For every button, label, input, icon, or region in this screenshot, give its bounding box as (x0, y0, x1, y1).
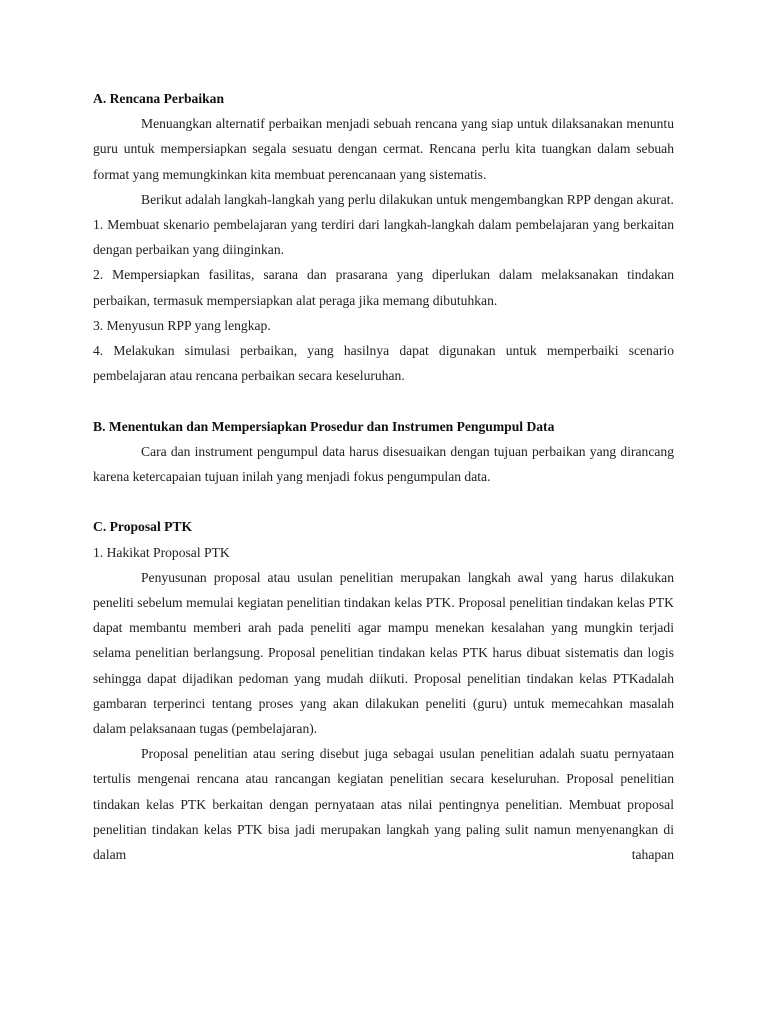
section-c-paragraph-2: Proposal penelitian atau sering disebut juga sebagai usulan penelitian adalah suatu pernyataan tertulis mengenai rencana atau rancangan kegiatan penelitian secara keseluruhan. Proposal penelitian tindakan kelas PTK berkaitan dengan pernyataan atas nilai pentingnya penelitian. Membuat proposal penelitian tindakan kelas PTK bisa jadi merupakan langkah yang paling sulit namun menyenangkan di dalam tahapan (93, 746, 674, 863)
section-c-paragraph-1: Penyusunan proposal atau usulan penelitian merupakan langkah awal yang harus dilakukan peneliti sebelum memulai kegiatan penelitian tindakan kelas PTK. Proposal penelitian tindakan kelas PTK dapat membantu memberi arah pada peneliti agar mampu menekan kesalahan yang mungkin terjadi selama penelitian berlangsung. Proposal penelitian tindakan kelas PTK harus dibuat sistematis dan logis sehingga dapat dijadikan pedoman yang mudah diikuti. Proposal penelitian tindakan kelas PTKadalah gambaran terperinci tentang proses yang akan dilakukan peneliti (guru) untuk memecahkan masalah dalam pelaksanaan tugas (pembelajaran). (93, 569, 674, 737)
document-body (93, 86, 674, 867)
section-c-subheading: 1. Hakikat Proposal PTK (93, 544, 230, 560)
section-a-step-2: 2. Mempersiapkan fasilitas, sarana dan prasarana yang diperlukan dalam melaksanakan tindakan perbaikan, termasuk mempersiapkan alat peraga jika memang dibutuhkan. (93, 267, 674, 308)
paragraph-spacer (93, 388, 674, 413)
section-a-paragraph-2: Berikut adalah langkah-langkah yang perlu dilakukan untuk mengembangkan RPP dengan akurat. (141, 191, 674, 207)
section-a-step-3: 3. Menyusun RPP yang lengkap. (93, 317, 271, 333)
section-c-heading: C. Proposal PTK (93, 519, 193, 535)
section-a-heading: A. Rencana Perbaikan (93, 91, 225, 106)
section-b-paragraph-1: Cara dan instrument pengumpul data harus disesuaikan dengan tujuan perbaikan yang dirancang karena ketercapaian tujuan inilah yang menjadi fokus pengumpulan data. (93, 443, 674, 485)
section-b-heading: B. Menentukan dan Mempersiapkan Prosedur dan Instrumen Pengumpul Data (93, 418, 555, 434)
paragraph-spacer (93, 489, 674, 514)
section-a-step-4: 4. Melakukan simulasi perbaikan, yang hasilnya dapat digunakan untuk memperbaiki scenario pembelajaran atau rencana perbaikan secara keseluruhan. (93, 343, 674, 384)
section-a-paragraph-1: Menuangkan alternatif perbaikan menjadi sebuah rencana yang siap untuk dilaksanakan menuntu guru untuk mempersiapkan segala sesuatu dengan cermat. Rencana perlu kita tuangkan dalam sebuah format yang memungkinkan kita membuat perencanaan yang sistematis. (93, 116, 674, 182)
section-a-step-1: 1. Membuat skenario pembelajaran yang terdiri dari langkah-langkah dalam pembelajaran yang berkaitan dengan perbaikan yang diinginkan. (93, 217, 674, 258)
